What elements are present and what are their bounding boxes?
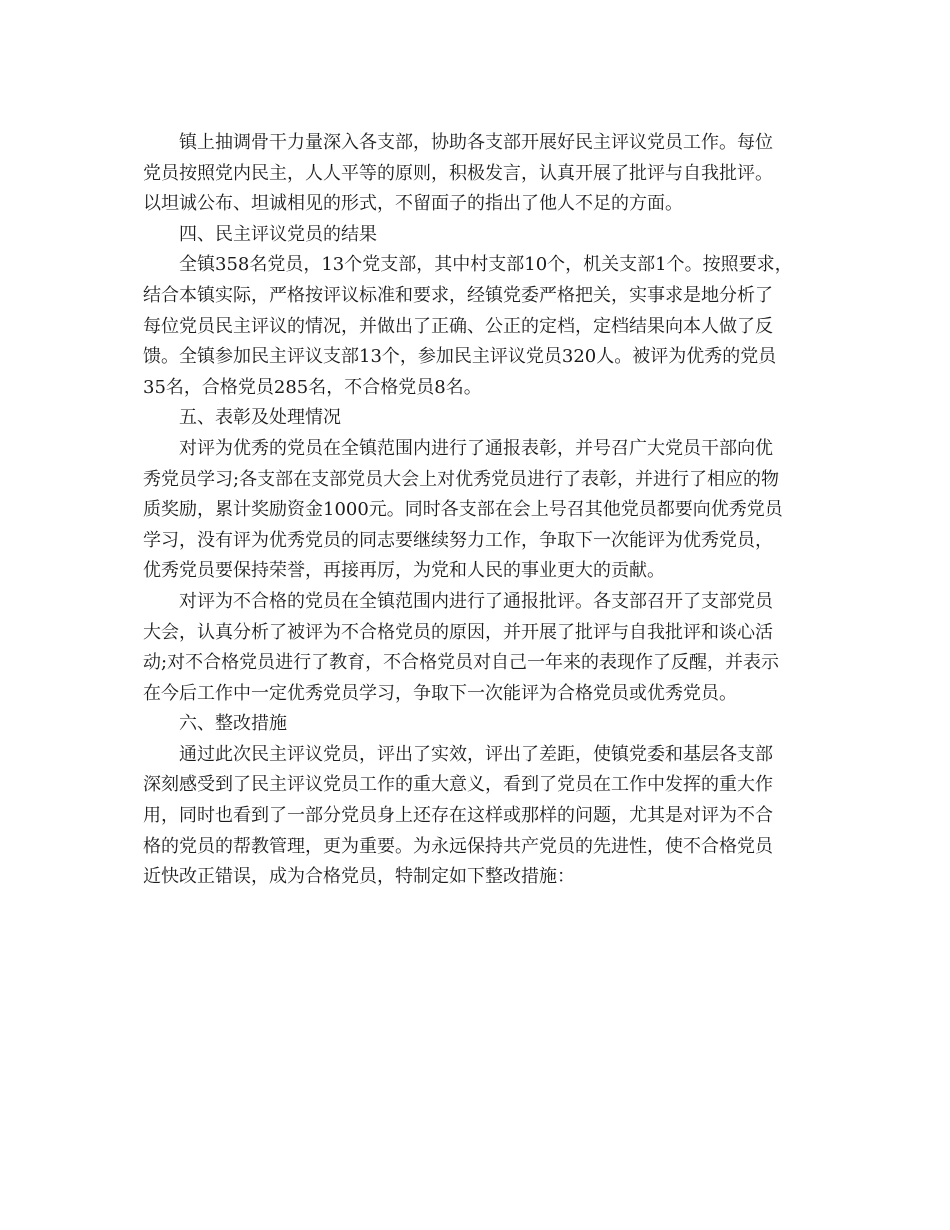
text-line: 全镇358名党员，13个党支部，其中村支部10个，机关支部1个。按照要求， xyxy=(179,254,793,276)
text-line: 近快改正错误，成为合格党员，特制定如下整改措施： xyxy=(143,866,575,888)
text-line: 通过此次民主评议党员，评出了实效，评出了差距，使镇党委和基层各支部 xyxy=(179,743,773,765)
text-line: 在今后工作中一定优秀党员学习，争取下一次能评为合格党员或优秀党员。 xyxy=(143,682,737,704)
text-line: 优秀党员要保持荣誉，再接再厉，为党和人民的事业更大的贡献。 xyxy=(143,560,665,582)
text-line: 党员按照党内民主，人人平等的原则，积极发言，认真开展了批评与自我批评。 xyxy=(143,162,773,184)
text-line: 动;对不合格党员进行了教育，不合格党员对自己一年来的表现作了反醒，并表示 xyxy=(143,652,780,674)
text-line: 每位党员民主评议的情况，并做出了正确、公正的定档，定档结果向本人做了反 xyxy=(143,315,773,337)
text-line: 四、民主评议党员的结果 xyxy=(179,223,377,245)
text-line: 用，同时也看到了一部分党员身上还存在这样或那样的问题，尤其是对评为不合 xyxy=(143,805,773,827)
text-line: 对评为优秀的党员在全镇范围内进行了通报表彰，并号召广大党员干部向优 xyxy=(179,437,773,459)
text-line: 结合本镇实际，严格按评议标准和要求，经镇党委严格把关，实事求是地分析了 xyxy=(143,284,773,306)
text-line: 六、整改措施 xyxy=(179,713,287,735)
text-line: 深刻感受到了民主评议党员工作的重大意义，看到了党员在工作中发挥的重大作 xyxy=(143,774,773,796)
text-line: 以坦诚公布、坦诚相见的形式，不留面子的指出了他人不足的方面。 xyxy=(143,193,683,215)
text-line: 对评为不合格的党员在全镇范围内进行了通报批评。各支部召开了支部党员 xyxy=(179,590,773,612)
text-line: 镇上抽调骨干力量深入各支部，协助各支部开展好民主评议党员工作。每位 xyxy=(179,132,773,153)
text-line: 五、表彰及处理情况 xyxy=(179,407,341,429)
document-body xyxy=(143,128,833,893)
text-line: 秀党员学习;各支部在支部党员大会上对优秀党员进行了表彰，并进行了相应的物 xyxy=(143,468,780,490)
text-line: 35名，合格党员285名，不合格党员8名。 xyxy=(143,376,482,398)
text-line: 学习，没有评为优秀党员的同志要继续努力工作，争取下一次能评为优秀党员， xyxy=(143,529,773,551)
text-line: 质奖励，累计奖励资金1000元。同时各支部在会上号召其他党员都要向优秀党员 xyxy=(143,499,783,521)
text-line: 格的党员的帮教管理，更为重要。为永远保持共产党员的先进性，使不合格党员 xyxy=(143,835,773,857)
text-line: 馈。全镇参加民主评议支部13个，参加民主评议党员320人。被评为优秀的党员 xyxy=(143,346,777,368)
text-line: 大会，认真分析了被评为不合格党员的原因，并开展了批评与自我批评和谈心活 xyxy=(143,621,773,643)
